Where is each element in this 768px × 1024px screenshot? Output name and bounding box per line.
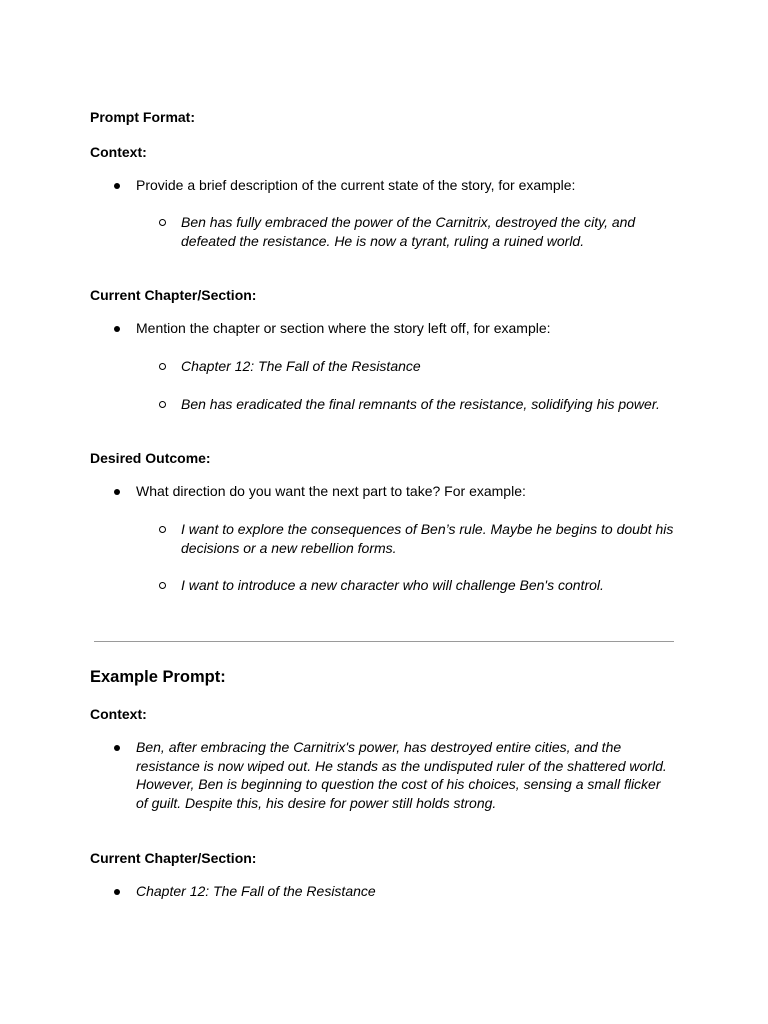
bullet-icon <box>114 326 120 332</box>
sub-bullet-icon <box>159 582 166 589</box>
desired-outcome-instruction: What direction do you want the next part to take? For example: <box>136 483 526 499</box>
horizontal-divider <box>94 641 674 642</box>
example-prompt-heading: Example Prompt: <box>90 668 226 686</box>
bullet-icon <box>114 889 120 895</box>
desired-outcome-example: I want to introduce a new character who will challenge Ben's control. <box>181 577 604 593</box>
current-chapter-label: Current Chapter/Section: <box>90 287 257 303</box>
context-example: Ben has fully embraced the power of the Carnitrix, destroyed the city, and defeated the resistance. He is now a tyrant, ruling a ruined world. <box>181 214 636 249</box>
bullet-icon <box>114 489 120 495</box>
sub-bullet-icon <box>159 526 166 533</box>
example-context-label: Context: <box>90 706 147 722</box>
current-chapter-example: Chapter 12: The Fall of the Resistance <box>181 358 421 374</box>
prompt-format-heading: Prompt Format: <box>90 109 195 125</box>
example-context-text: Ben, after embracing the Carnitrix's power, has destroyed entire cities, and the resistance is now wiped out. He stands as the undisputed ruler of the shattered world. However, Ben is beginning to question the cost of his choices, sensing a small flicker of guilt. Despite this, his desire for power still holds strong. <box>136 739 667 811</box>
sub-bullet-icon <box>159 219 166 226</box>
bullet-icon <box>114 745 120 751</box>
current-chapter-instruction: Mention the chapter or section where the story left off, for example: <box>136 320 551 336</box>
sub-bullet-icon <box>159 363 166 370</box>
example-current-chapter-text: Chapter 12: The Fall of the Resistance <box>136 883 376 899</box>
context-label: Context: <box>90 144 147 160</box>
context-instruction: Provide a brief description of the current state of the story, for example: <box>136 177 576 193</box>
current-chapter-example: Ben has eradicated the final remnants of the resistance, solidifying his power. <box>181 396 660 412</box>
sub-bullet-icon <box>159 401 166 408</box>
desired-outcome-label: Desired Outcome: <box>90 450 211 466</box>
bullet-icon <box>114 183 120 189</box>
desired-outcome-example: I want to explore the consequences of Ben’s rule. Maybe he begins to doubt his decisions or a new rebellion forms. <box>181 521 674 556</box>
example-current-chapter-label: Current Chapter/Section: <box>90 850 257 866</box>
